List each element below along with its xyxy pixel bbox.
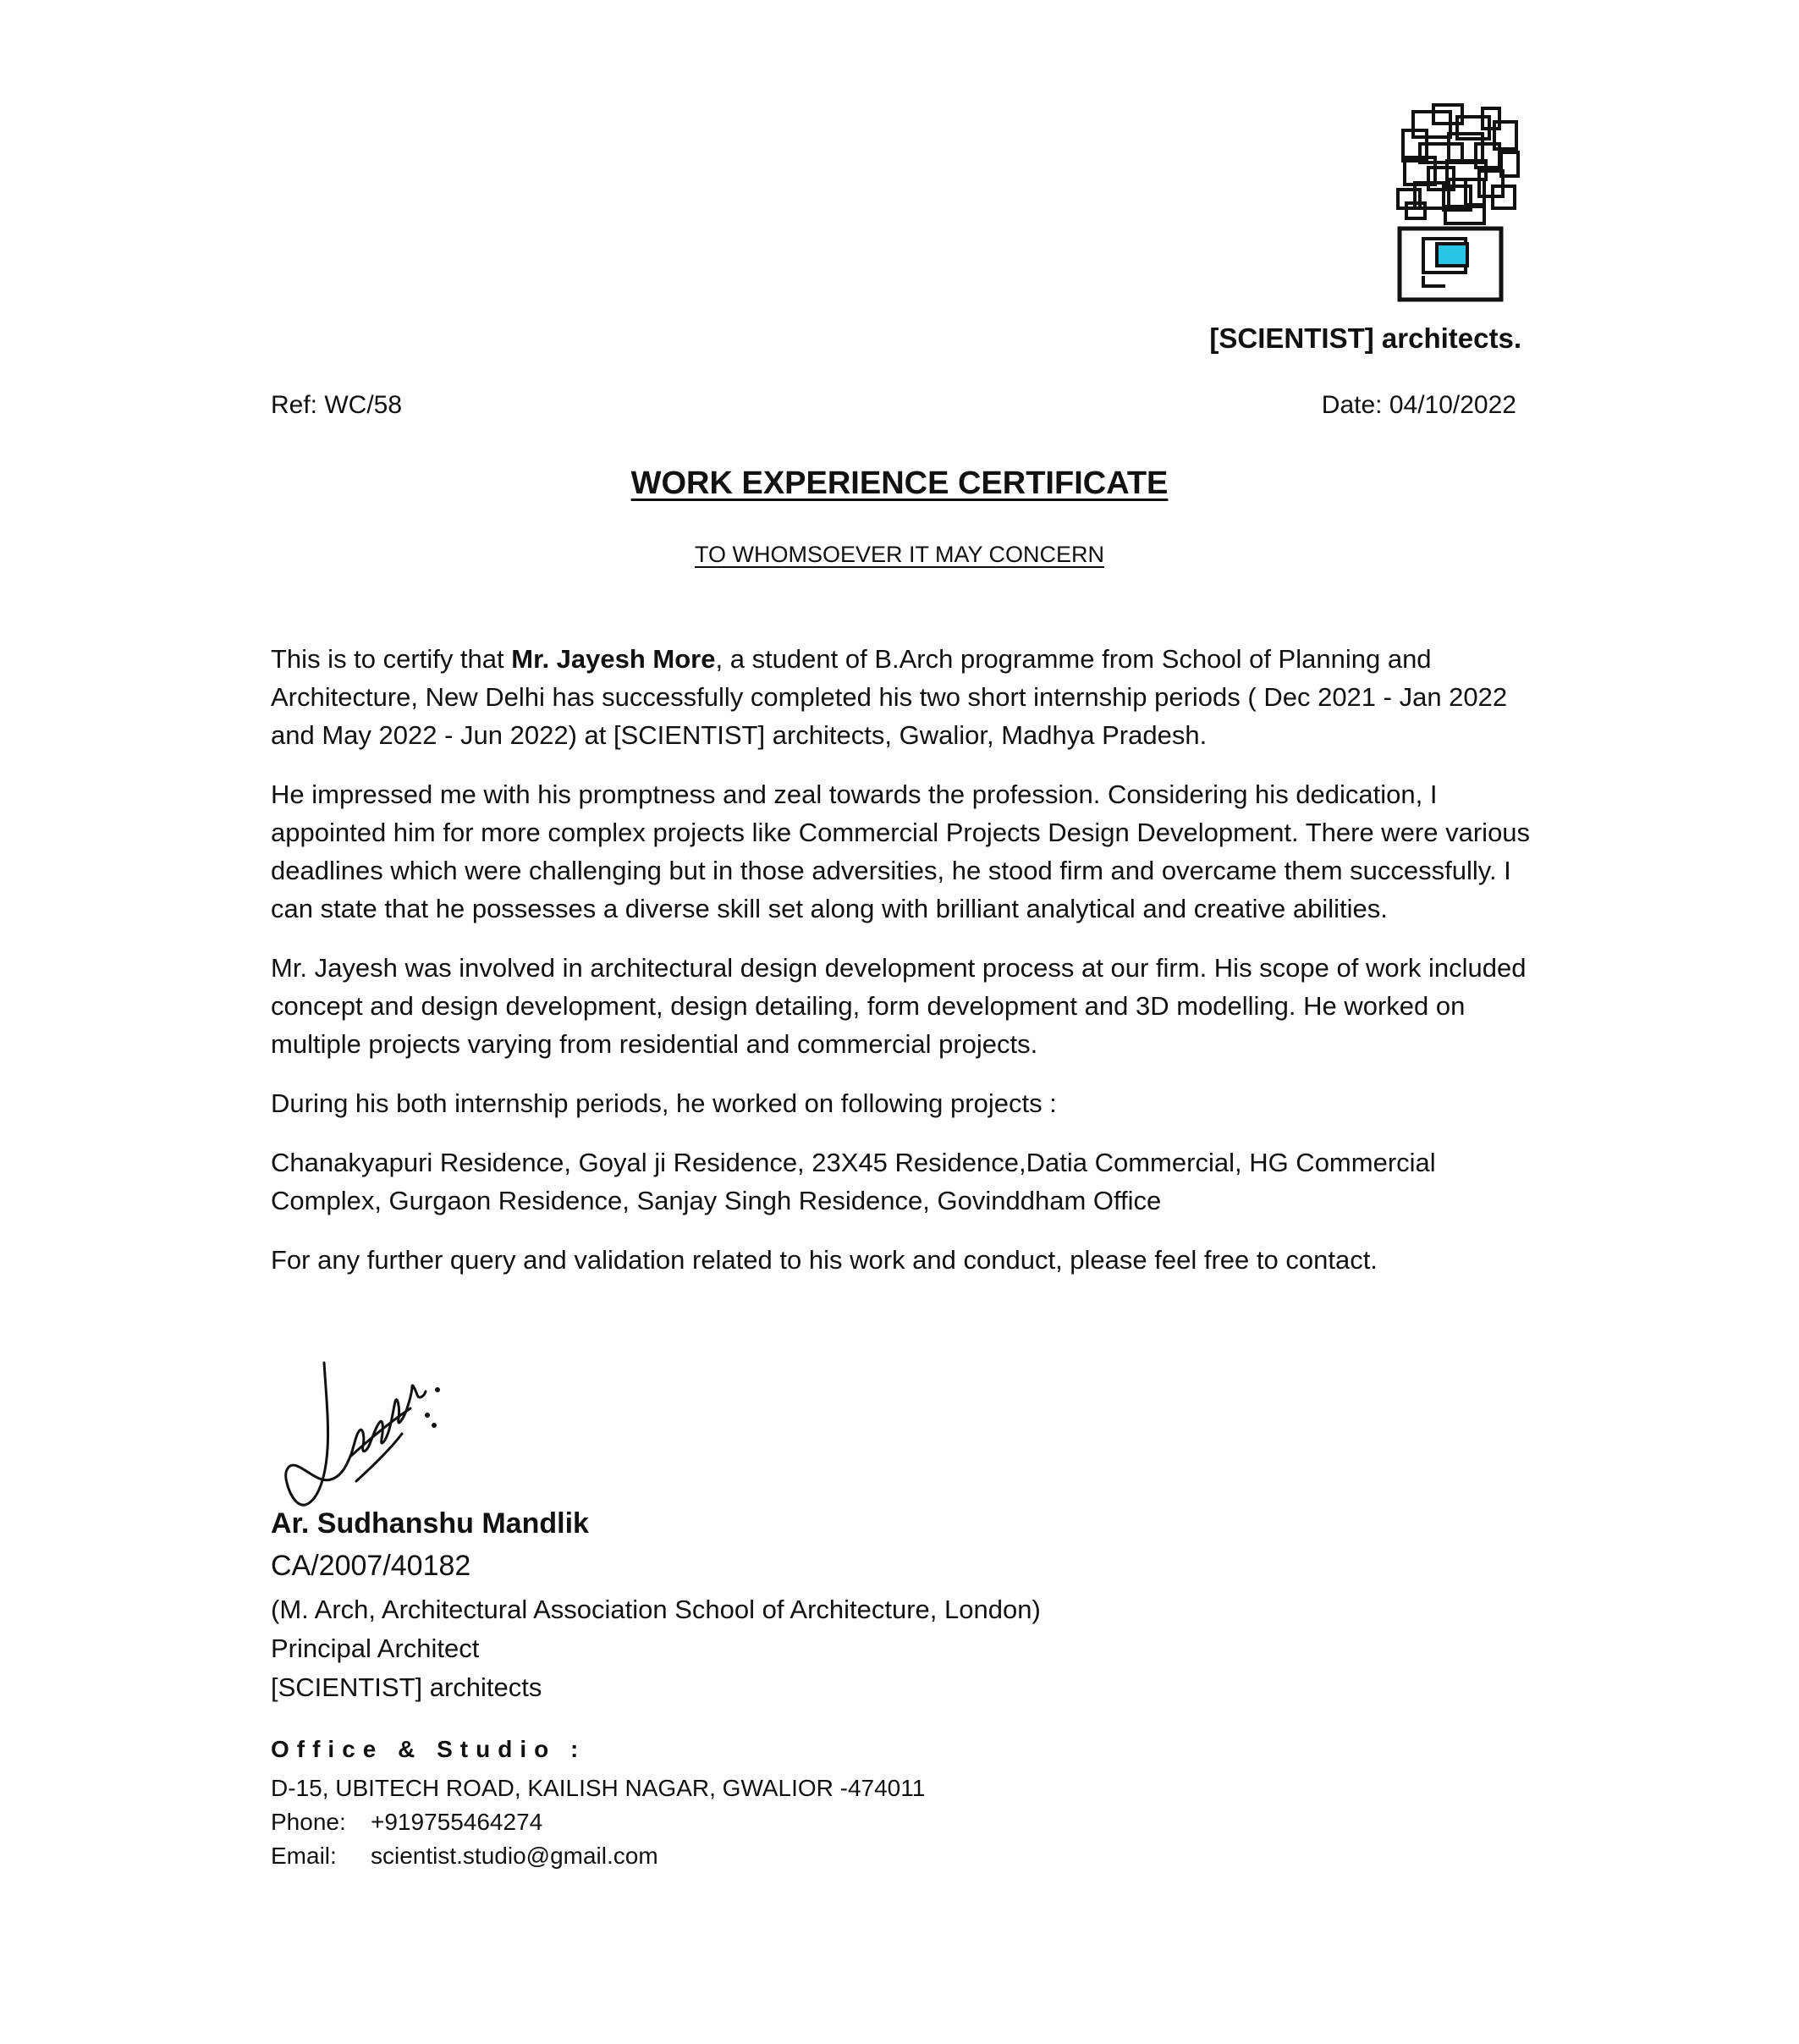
date-label: Date: bbox=[1321, 391, 1383, 419]
certificate-date bbox=[1322, 391, 1516, 420]
body-paragraph-projects-intro: During his both internship periods, he worked on following projects : bbox=[271, 1088, 1057, 1118]
body-paragraph-contact: For any further query and validation related to his work and conduct, please feel free to contact. bbox=[271, 1245, 1378, 1275]
intro-text-start: This is to certify that bbox=[271, 644, 512, 674]
certificate-body bbox=[271, 640, 1532, 1300]
signatory-block bbox=[271, 1502, 1455, 1707]
phone-label: Phone: bbox=[271, 1809, 346, 1835]
office-address: D-15, UBITECH ROAD, KAILISH NAGAR, GWALIOR -474011 bbox=[271, 1775, 926, 1801]
body-paragraph-projects-list: Chanakyapuri Residence, Goyal ji Residence, 23X45 Residence,Datia Commercial, HG Commercial Complex, Gurgaon Residence, Sanjay Singh Residence, Govinddham Office bbox=[271, 1148, 1436, 1215]
signatory-registration: CA/2007/40182 bbox=[271, 1550, 471, 1582]
email-label: Email: bbox=[271, 1843, 337, 1869]
intern-name: Mr. Jayesh More bbox=[511, 644, 716, 674]
signatory-qualification: (M. Arch, Architectural Association School of Architecture, London) bbox=[271, 1595, 1041, 1624]
intro-text-end: , a student of B.Arch programme from School of Planning and Architecture, New Delhi has successfully completed his two short internship periods ( Dec 2021 - Jan 2022 and May 2022 - Jun 2022) at [SCIENTIST] architects, Gwalior, Madhya Pradesh. bbox=[271, 644, 1508, 750]
office-phone bbox=[271, 1805, 1455, 1839]
signatory-firm: [SCIENTIST] architects bbox=[271, 1672, 542, 1702]
signatory-name: Ar. Sudhanshu Mandlik bbox=[271, 1507, 589, 1540]
office-heading: Office & Studio : bbox=[271, 1736, 586, 1762]
certificate-subtitle: TO WHOMSOEVER IT MAY CONCERN bbox=[694, 542, 1105, 567]
office-email bbox=[271, 1839, 1455, 1873]
email-address[interactable]: scientist.studio@gmail.com bbox=[371, 1843, 658, 1869]
phone-number[interactable]: +919755464274 bbox=[371, 1809, 543, 1835]
firm-logo-icon bbox=[1395, 102, 1521, 305]
date-value: 04/10/2022 bbox=[1389, 391, 1516, 419]
body-paragraph-intro bbox=[271, 640, 1532, 754]
body-paragraph-scope: Mr. Jayesh was involved in architectural design development process at our firm. His scope of work included concept and design development, design detailing, form development and 3D modelling. He worked on multiple projects varying from residential and commercial projects. bbox=[271, 953, 1527, 1059]
firm-name: [SCIENTIST] architects. bbox=[1209, 322, 1521, 354]
signature-icon bbox=[275, 1331, 444, 1508]
signatory-position: Principal Architect bbox=[271, 1634, 480, 1663]
certificate-title: WORK EXPERIENCE CERTIFICATE bbox=[630, 466, 1169, 501]
reference-number: Ref: WC/58 bbox=[271, 391, 403, 419]
office-details bbox=[271, 1733, 1455, 1873]
body-paragraph-performance: He impressed me with his promptness and zeal towards the profession. Considering his dedication, I appointed him for more complex projects like Commercial Projects Design Development. There were various deadlines which were challenging but in those adversities, he stood firm and overcame them successfully. I can state that he possesses a diverse skill set along with brilliant analytical and creative abilities. bbox=[271, 780, 1531, 923]
